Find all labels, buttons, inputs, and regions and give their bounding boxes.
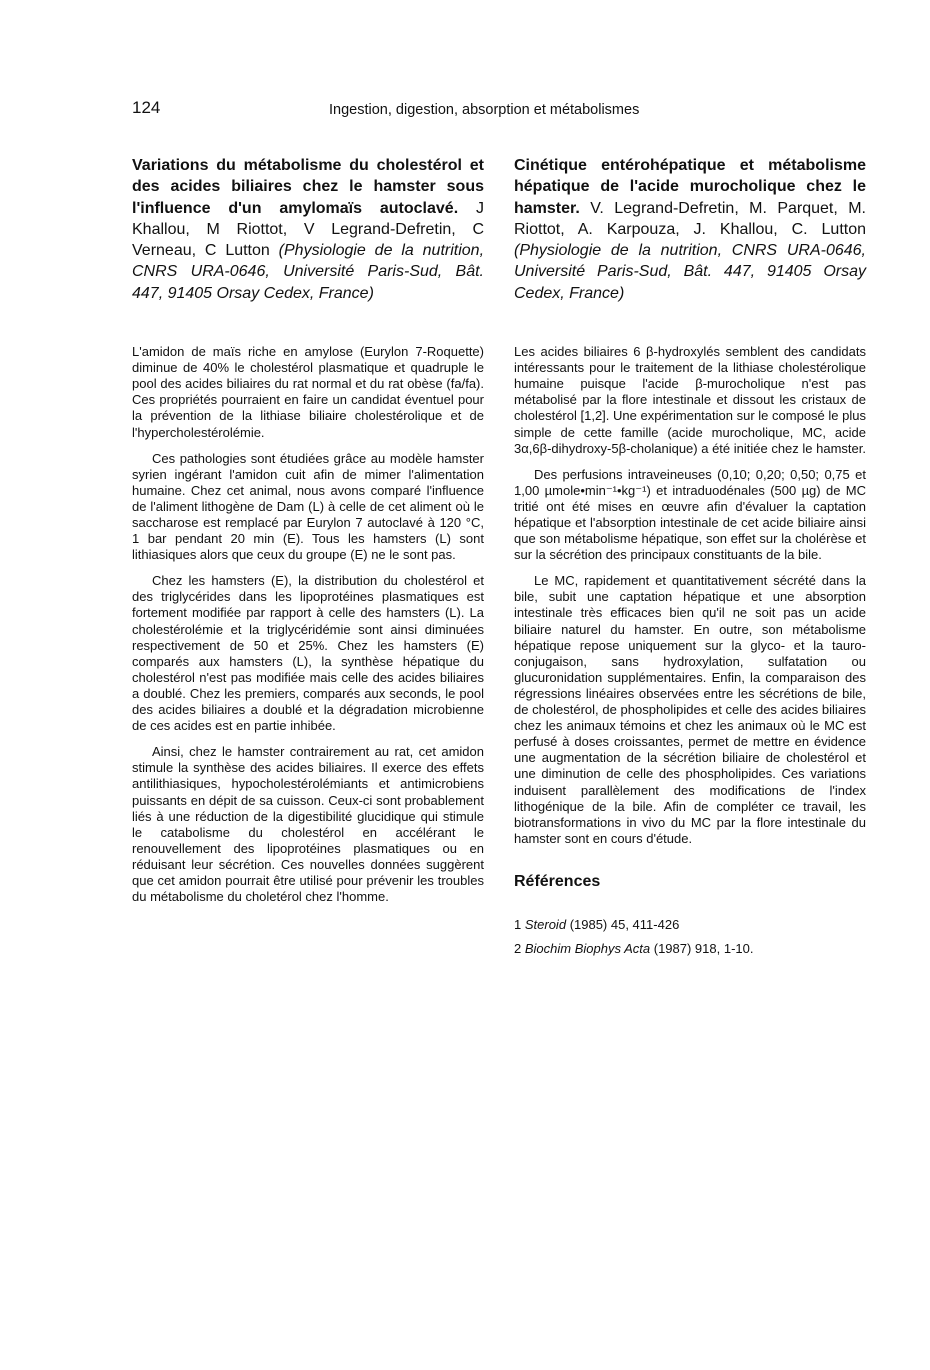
abstract-paragraph: Ces pathologies sont étudiées grâce au modèle hamster syrien ingérant l'amidon cuit afin de mimer l'alimentation humaine. Chez cet animal, nous avons comparé l'influence de l'aliment lithogène de Dam (L) à celle de cet aliment où le saccharose est remplacé par Eurylon 7 autoclavé à 120 °C, 1 bar pendant 20 min (E). Tous les hamsters (L) sont lithiasiques alors que ceux du groupe (E) ne le sont pas. [132,450,484,563]
abstract-paragraph: Le MC, rapidement et quantitativement sécrété dans la bile, subit une captation hépatique et une absorption intestinale très efficaces bien qu'il ne soit pas un acide biliaire naturel du hamster. En outre, son métabolisme hépatique repose uniquement sur la glyco- et la tauroconjugaison, sans hydroxylation, sulfatation ou glucuronidation supplémentaires. Enfin, la comparaison des régressions linéaires observées entre les sécrétions de bile, de cholestérol, de phospholipides et celle des acides biliaires chez les animaux témoins et chez les animaux où le MC est perfusé à doses croissantes, permet de mettre en évidence une augmentation de la sécrétion biliaire de cholestérol et une diminution de celle des phospholipides. Ces variations induisent parallèlement des modifications de l'index lithogénique de la bile. Afin de compléter ce travail, les biotransformations in vivo du MC par la flore intestinale du hamster sont en cours d'étude. [514,573,866,846]
abstract-right [514,155,866,965]
abstract-left [132,155,484,915]
reference-journal: Biochim Biophys Acta [524,940,651,956]
reference-item [514,917,866,933]
abstract-heading [132,155,484,304]
abstract-paragraph: L'amidon de maïs riche en amylose (Eurylon 7-Roquette) diminue de 40% le cholestérol plasmatique et quadruple le pool des acides biliaires du rat normal et du rat obèse (fa/fa). Ces propriétés pourraient en faire un candidat éventuel pour la prévention de la lithiase biliaire cholestérolique et de l'hypercholestérolémie. [132,344,484,440]
abstract-body [514,344,866,847]
reference-number: 1 [514,916,522,932]
running-title: Ingestion, digestion, absorption et métabolismes [329,102,640,118]
abstract-paragraph: Les acides biliaires 6 β-hydroxylés semblent des candidats intéressants pour le traitement de la lithiase cholestérolique humaine puisque l'acide β-murocholique n'est pas métabolisé par la flore intestinale et dissout les cristaux de cholestérol [1,2]. Une expérimentation sur le composé le plus simple de cette famille (acide murocholique, MC, acide 3α,6β-dihydroxy-5β-cholanique) a été initiée chez le hamster. [514,344,866,456]
abstract-title: Cinétique entérohépatique et métabolisme hépatique de l'acide murocholique chez le hamster. [514,157,866,217]
abstract-affiliation: (Physiologie de la nutrition, CNRS URA-0646, Université Paris-Sud, Bât. 447, 91405 Orsay Cedex, France) [132,242,485,302]
abstract-authors: V. Legrand-Defretin, M. Parquet, M. Riottot, A. Karpouza, J. Khallou, C. Lutton [514,199,866,238]
references-list [514,917,866,957]
abstract-affiliation: (Physiologie de la nutrition, CNRS URA-0646, Université Paris-Sud, Bât. 447, 91405 Orsay Cedex, France) [514,242,866,302]
reference-journal: Steroid [524,916,567,932]
abstract-paragraph: Chez les hamsters (E), la distribution du cholestérol et des triglycérides dans les lipoprotéines plasmatiques est fortement modifiée par rapport à celle des hamsters (L). La cholestérolémie et la triglycéridémie sont ainsi diminuées respectivement de 50 et 25%. Chez les hamsters (E) comparés aux hamsters (L), la synthèse hépatique du cholestérol n'est pas modifiée mais celle des acides biliaires a doublé. Chez les premiers, comparés aux seconds, le pool des acides biliaires a doublé et la dégradation microbienne de ces acides est en partie inhibée. [132,573,484,734]
references-heading: Références [514,872,601,890]
abstract-authors: J Khallou, M Riottot, V Legrand-Defretin, C Verneau, C Lutton [132,199,484,260]
abstract-body [132,344,484,905]
reference-number: 2 [514,940,522,956]
page-number: 124 [132,98,161,117]
abstract-paragraph: Des perfusions intraveineuses (0,10; 0,20; 0,50; 0,75 et 1,00 µmole•min⁻¹•kg⁻¹) et intraduodénales (500 µg) de MC tritié ont été mises en œuvre afin d'évaluer la captation hépatique et l'absorption intestinale de cet acide biliaire ainsi que son métabolisme hépatique, son effet sur la cholérèse et sur la sécrétion des principaux constituants de la bile. [514,466,866,563]
abstract-heading [514,155,866,304]
abstract-title: Variations du métabolisme du cholestérol et des acides biliaires chez le hamster sous l'influence d'un amylomaïs autoclavé. [132,157,484,217]
reference-item [514,941,866,957]
abstract-paragraph: Ainsi, chez le hamster contrairement au rat, cet amidon stimule la synthèse des acides biliaires. Il exerce des effets antilithiasiques, hypocholestérolémiants et antimicrobiens puissants en dépit de sa cuisson. Ceux-ci sont probablement liés à une réduction de la digestibilité glucidique qui stimule le catabolisme du cholestérol en accélérant le renouvellement des lipoprotéines plasmatiques ou en réduisant leur sécrétion. Ces nouvelles données suggèrent que cet amidon pourrait être utilisé pour prévenir les troubles du métabolisme du choletérol chez l'homme. [132,744,484,905]
reference-details: (1985) 45, 411-426 [569,916,680,932]
reference-details: (1987) 918, 1-10. [653,940,754,956]
